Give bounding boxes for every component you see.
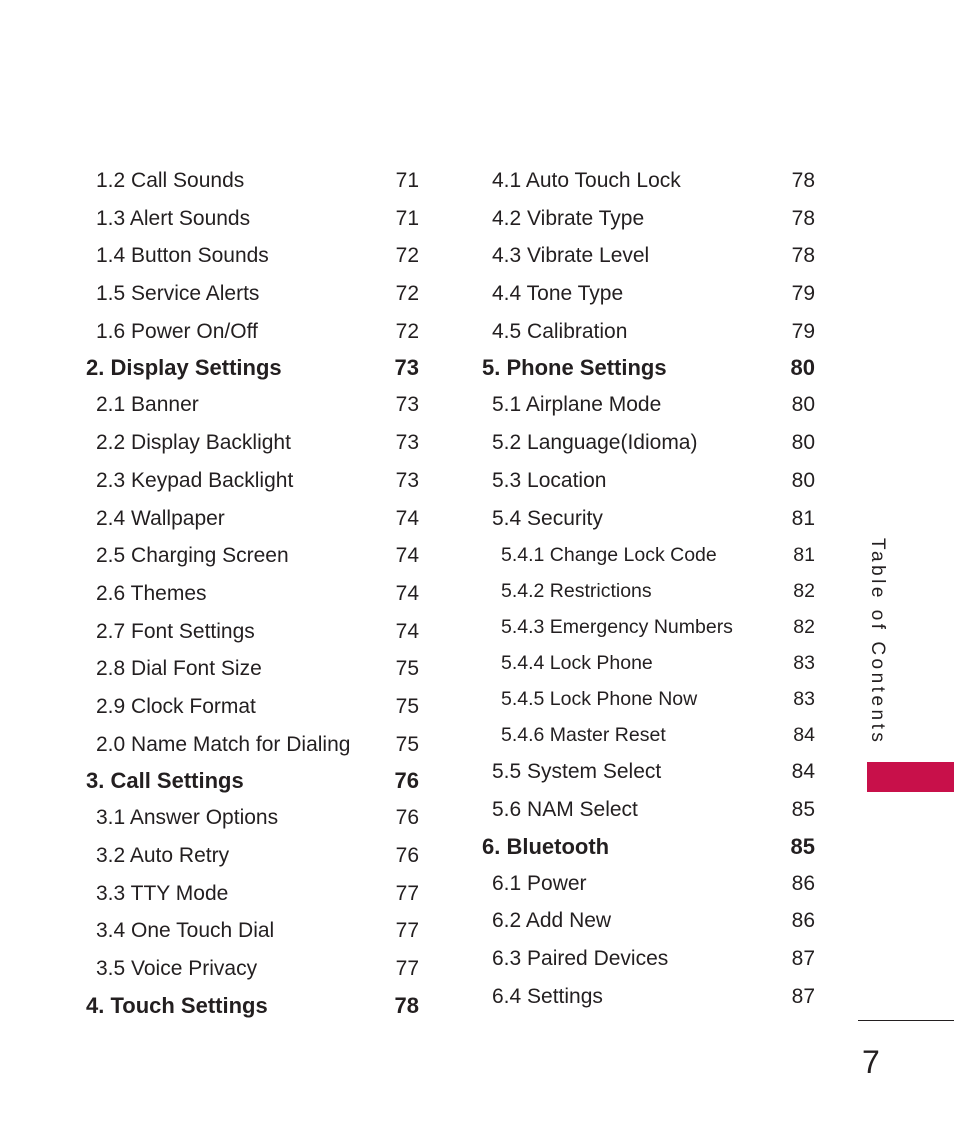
toc-entry-label: 3.2 Auto Retry <box>96 844 230 867</box>
toc-entry-page-number: 78 <box>791 206 815 230</box>
toc-section-heading <box>482 350 815 386</box>
toc-entry-page-number: 84 <box>791 760 815 784</box>
toc-section-heading <box>86 763 419 799</box>
toc-entry <box>482 609 815 645</box>
toc-entry-label: 6.1 Power <box>492 871 587 895</box>
toc-entry-label: 2.4 Wallpaper <box>96 506 225 530</box>
toc-entry-page-number: 73 <box>395 468 419 492</box>
toc-entry <box>86 613 419 651</box>
toc-entry <box>482 573 815 609</box>
toc-entry-page-number: 86 <box>791 909 815 933</box>
toc-entry-page-number: 83 <box>793 652 815 675</box>
toc-entry-page-number: 75 <box>395 732 419 756</box>
toc-entry-label: 3.5 Voice Privacy <box>96 957 258 981</box>
toc-entry-page-number: 78 <box>394 992 419 1018</box>
toc-entry-label: 4.3 Vibrate Level <box>492 244 650 268</box>
toc-entry-label: 2.2 Display Backlight <box>96 431 291 455</box>
toc-entry <box>86 500 419 538</box>
toc-entry <box>482 237 815 275</box>
toc-entry-page-number: 82 <box>793 616 815 639</box>
toc-entry-page-number: 74 <box>395 619 419 643</box>
toc-entry <box>482 424 815 462</box>
toc-entry-label: 5.1 Airplane Mode <box>492 393 662 417</box>
toc-entry <box>86 837 419 875</box>
toc-entry-label: 5.2 Language(Idioma) <box>492 431 698 455</box>
toc-entry-label: 4.4 Tone Type <box>492 282 624 306</box>
toc-entry <box>86 162 419 200</box>
toc-entry <box>86 386 419 424</box>
toc-entry-label: 6.3 Paired Devices <box>492 946 669 970</box>
toc-entry-label: 3. Call Settings <box>86 768 244 794</box>
toc-entry-page-number: 75 <box>395 694 419 718</box>
toc-entry-page-number: 78 <box>791 244 815 268</box>
toc-entry-label: 5.4.2 Restrictions <box>501 580 652 603</box>
toc-entry-label: 2.1 Banner <box>96 393 199 417</box>
toc-entry-label: 6.4 Settings <box>492 984 603 1008</box>
toc-entry <box>86 275 419 313</box>
toc-entry-label: 2.6 Themes <box>96 581 207 605</box>
toc-entry <box>482 162 815 200</box>
toc-entry-page-number: 76 <box>395 844 419 867</box>
toc-entry-page-number: 72 <box>395 319 419 343</box>
toc-entry <box>482 462 815 500</box>
toc-entry-label: 5.5 System Select <box>492 760 662 784</box>
toc-entry <box>482 717 815 753</box>
toc-entry-label: 2.3 Keypad Backlight <box>96 468 294 492</box>
toc-entry-label: 1.3 Alert Sounds <box>96 206 251 230</box>
toc-entry-label: 2.5 Charging Screen <box>96 544 289 568</box>
toc-entry-page-number: 77 <box>395 919 419 943</box>
toc-entry-label: 5.6 NAM Select <box>492 797 638 821</box>
toc-entry-label: 5.4.3 Emergency Numbers <box>501 616 733 639</box>
toc-entry-page-number: 81 <box>793 544 815 567</box>
toc-entry-label: 5.3 Location <box>492 468 607 492</box>
toc-entry-label: 6. Bluetooth <box>482 833 610 859</box>
toc-entry <box>86 875 419 913</box>
toc-entry-page-number: 85 <box>791 797 815 821</box>
toc-entry-label: 5.4.6 Master Reset <box>501 724 666 747</box>
toc-entry <box>86 650 419 688</box>
toc-entry-label: 2.8 Dial Font Size <box>96 657 262 681</box>
toc-entry-page-number: 79 <box>791 319 815 343</box>
toc-entry <box>482 313 815 351</box>
toc-entry <box>482 791 815 829</box>
toc-entry-label: 1.6 Power On/Off <box>96 319 258 343</box>
toc-entry-page-number: 82 <box>793 580 815 603</box>
toc-entry <box>86 537 419 575</box>
footer-divider <box>858 1020 954 1021</box>
toc-entry-page-number: 80 <box>791 468 815 492</box>
toc-entry-label: 2.9 Clock Format <box>96 694 256 718</box>
toc-entry-page-number: 80 <box>791 393 815 417</box>
toc-entry-label: 1.4 Button Sounds <box>96 244 269 268</box>
toc-entry-page-number: 83 <box>793 688 815 711</box>
toc-entry-label: 2. Display Settings <box>86 355 282 381</box>
toc-entry-page-number: 71 <box>395 206 419 230</box>
toc-entry-label: 1.2 Call Sounds <box>96 169 245 192</box>
toc-entry <box>482 200 815 238</box>
toc-entry-label: 3.4 One Touch Dial <box>96 919 275 943</box>
toc-entry-label: 5.4.1 Change Lock Code <box>501 544 717 567</box>
toc-entry <box>86 726 419 764</box>
toc-entry <box>482 902 815 940</box>
toc-entry-page-number: 71 <box>395 169 419 192</box>
section-side-tab <box>866 538 906 758</box>
toc-section-heading <box>482 829 815 865</box>
toc-entry <box>86 200 419 238</box>
toc-entry-page-number: 72 <box>395 282 419 306</box>
toc-entry <box>482 537 815 573</box>
toc-entry <box>482 681 815 717</box>
toc-entry-page-number: 73 <box>395 393 419 417</box>
toc-entry <box>482 940 815 978</box>
toc-entry-label: 5.4.5 Lock Phone Now <box>501 688 698 711</box>
toc-entry-label: 4.5 Calibration <box>492 319 628 343</box>
toc-entry-label: 3.1 Answer Options <box>96 806 279 830</box>
toc-entry-label: 2.0 Name Match for Dialing <box>96 732 351 756</box>
toc-column-left <box>86 162 419 1024</box>
toc-entry-page-number: 75 <box>395 657 419 681</box>
toc-entry-page-number: 78 <box>791 169 815 192</box>
toc-column-right <box>482 162 815 1015</box>
toc-entry <box>86 424 419 462</box>
toc-entry-label: 4. Touch Settings <box>86 992 268 1018</box>
toc-entry-label: 1.5 Service Alerts <box>96 282 260 306</box>
toc-entry-page-number: 74 <box>395 506 419 530</box>
toc-entry-label: 5.4.4 Lock Phone <box>501 652 653 675</box>
toc-entry-page-number: 85 <box>790 833 815 859</box>
toc-entry-label: 5. Phone Settings <box>482 355 667 381</box>
toc-entry <box>86 313 419 351</box>
toc-entry-page-number: 84 <box>793 724 815 747</box>
section-tab-label: Table of Contents <box>867 538 888 746</box>
toc-section-heading <box>86 350 419 386</box>
toc-entry <box>482 275 815 313</box>
toc-entry-page-number: 74 <box>395 581 419 605</box>
section-tab-accent-bar <box>867 762 954 792</box>
toc-entry-label: 5.4 Security <box>492 506 603 530</box>
toc-entry-page-number: 77 <box>395 881 419 905</box>
toc-entry-page-number: 73 <box>395 431 419 455</box>
toc-section-heading <box>86 988 419 1024</box>
toc-entry-page-number: 72 <box>395 244 419 268</box>
toc-entry-label: 4.1 Auto Touch Lock <box>492 169 681 192</box>
toc-entry-page-number: 73 <box>394 355 419 381</box>
toc-entry <box>86 688 419 726</box>
toc-entry <box>482 865 815 903</box>
toc-entry-label: 2.7 Font Settings <box>96 619 255 643</box>
toc-entry-page-number: 81 <box>791 506 815 530</box>
toc-entry <box>86 950 419 988</box>
toc-entry <box>482 386 815 424</box>
toc-entry <box>86 912 419 950</box>
toc-entry-page-number: 76 <box>394 768 419 794</box>
toc-entry <box>86 799 419 837</box>
toc-entry-page-number: 80 <box>791 431 815 455</box>
toc-entry <box>482 645 815 681</box>
toc-entry-label: 4.2 Vibrate Type <box>492 206 645 230</box>
toc-entry-label: 6.2 Add New <box>492 909 612 933</box>
toc-entry-page-number: 87 <box>791 946 815 970</box>
toc-entry-page-number: 76 <box>395 806 419 830</box>
toc-entry <box>86 462 419 500</box>
toc-entry <box>86 575 419 613</box>
toc-entry <box>482 753 815 791</box>
toc-entry-page-number: 80 <box>790 355 815 381</box>
toc-entry <box>482 500 815 538</box>
toc-entry-page-number: 77 <box>395 957 419 981</box>
toc-entry-page-number: 87 <box>791 984 815 1008</box>
toc-entry <box>86 237 419 275</box>
toc-entry-page-number: 86 <box>791 871 815 895</box>
page-number: 7 <box>862 1044 880 1080</box>
toc-entry-page-number: 74 <box>395 544 419 568</box>
toc-entry-label: 3.3 TTY Mode <box>96 881 229 905</box>
toc-entry <box>482 978 815 1016</box>
toc-entry-page-number: 79 <box>791 282 815 306</box>
